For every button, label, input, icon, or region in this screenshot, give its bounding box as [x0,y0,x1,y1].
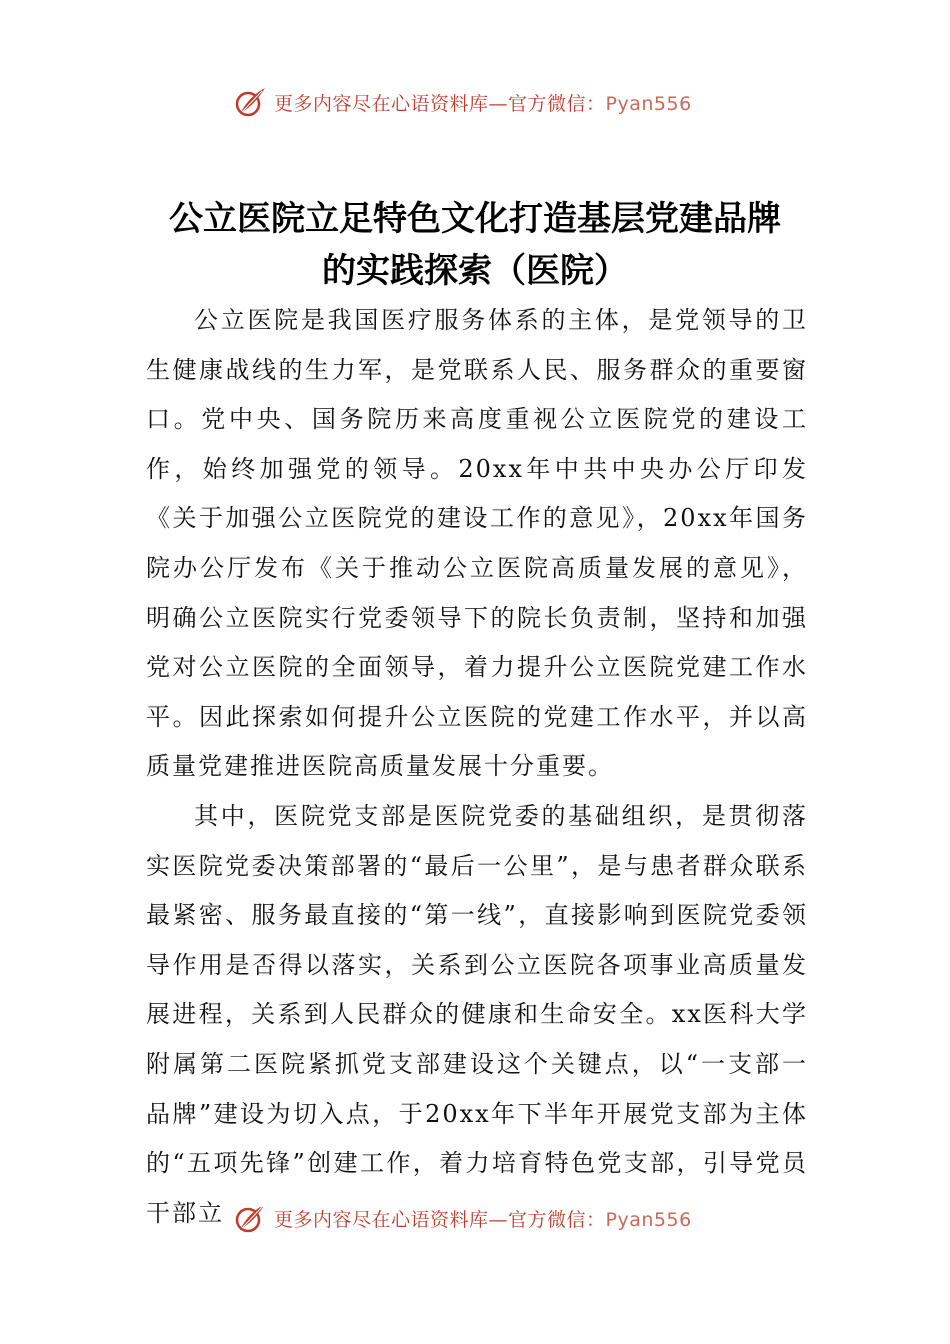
footer-banner-text: 更多内容尽在心语资料库—官方微信：Pyan556 [274,1208,692,1231]
paragraph: 公立医院是我国医疗服务体系的主体，是党领导的卫生健康战线的生力军，是党联系人民、服务群众的重要窗口。党中央、国务院历来高度重视公立医院党的建设工作，始终加强党的领导。20xx年中共中央办公厅印发《关于加强公立医院党的建设工作的意见》，20xx年国务院办公厅发布《关于推动公立医院高质量发展的意见》，明确公立医院实行党委领导下的院长负责制，坚持和加强党对公立医院的全面领导，着力提升公立医院党建工作水平。因此探索如何提升公立医院的党建工作水平，并以高质量党建推进医院高质量发展十分重要。 [146,306,808,781]
footer-banner [232,1207,692,1237]
footer-wechat-id: Pyan556 [605,1208,692,1231]
title-line-2: 的实践探索（医院） [322,251,628,291]
document-title [120,193,830,297]
title-line-1: 公立医院立足特色文化打造基层党建品牌 [169,199,781,239]
paragraph: 其中，医院党支部是医院党委的基础组织，是贯彻落实医院党委决策部署的“最后一公里”，是与患者群众联系最紧密、服务最直接的“第一线”，直接影响到医院党委领导作用是否得以落实，关系到公立医院各项事业高质量发展进程，关系到人民群众的健康和生命安全。xx医科大学附属第二医院紧抓党支部建设这个关键点，以“一支部一品牌”建设为切入点，于20xx年下半年开展党支部为主体的“五项先锋”创建工作，着力培育特色党支部，引导党员干部立 [146,801,808,1227]
feather-logo-icon [232,1207,268,1236]
header-wechat-id: Pyan556 [605,92,692,115]
feather-logo-icon [232,84,268,120]
header-banner [232,84,692,120]
header-banner-text: 更多内容尽在心语资料库—官方微信：Pyan556 [274,92,692,115]
document-body [146,296,808,1238]
